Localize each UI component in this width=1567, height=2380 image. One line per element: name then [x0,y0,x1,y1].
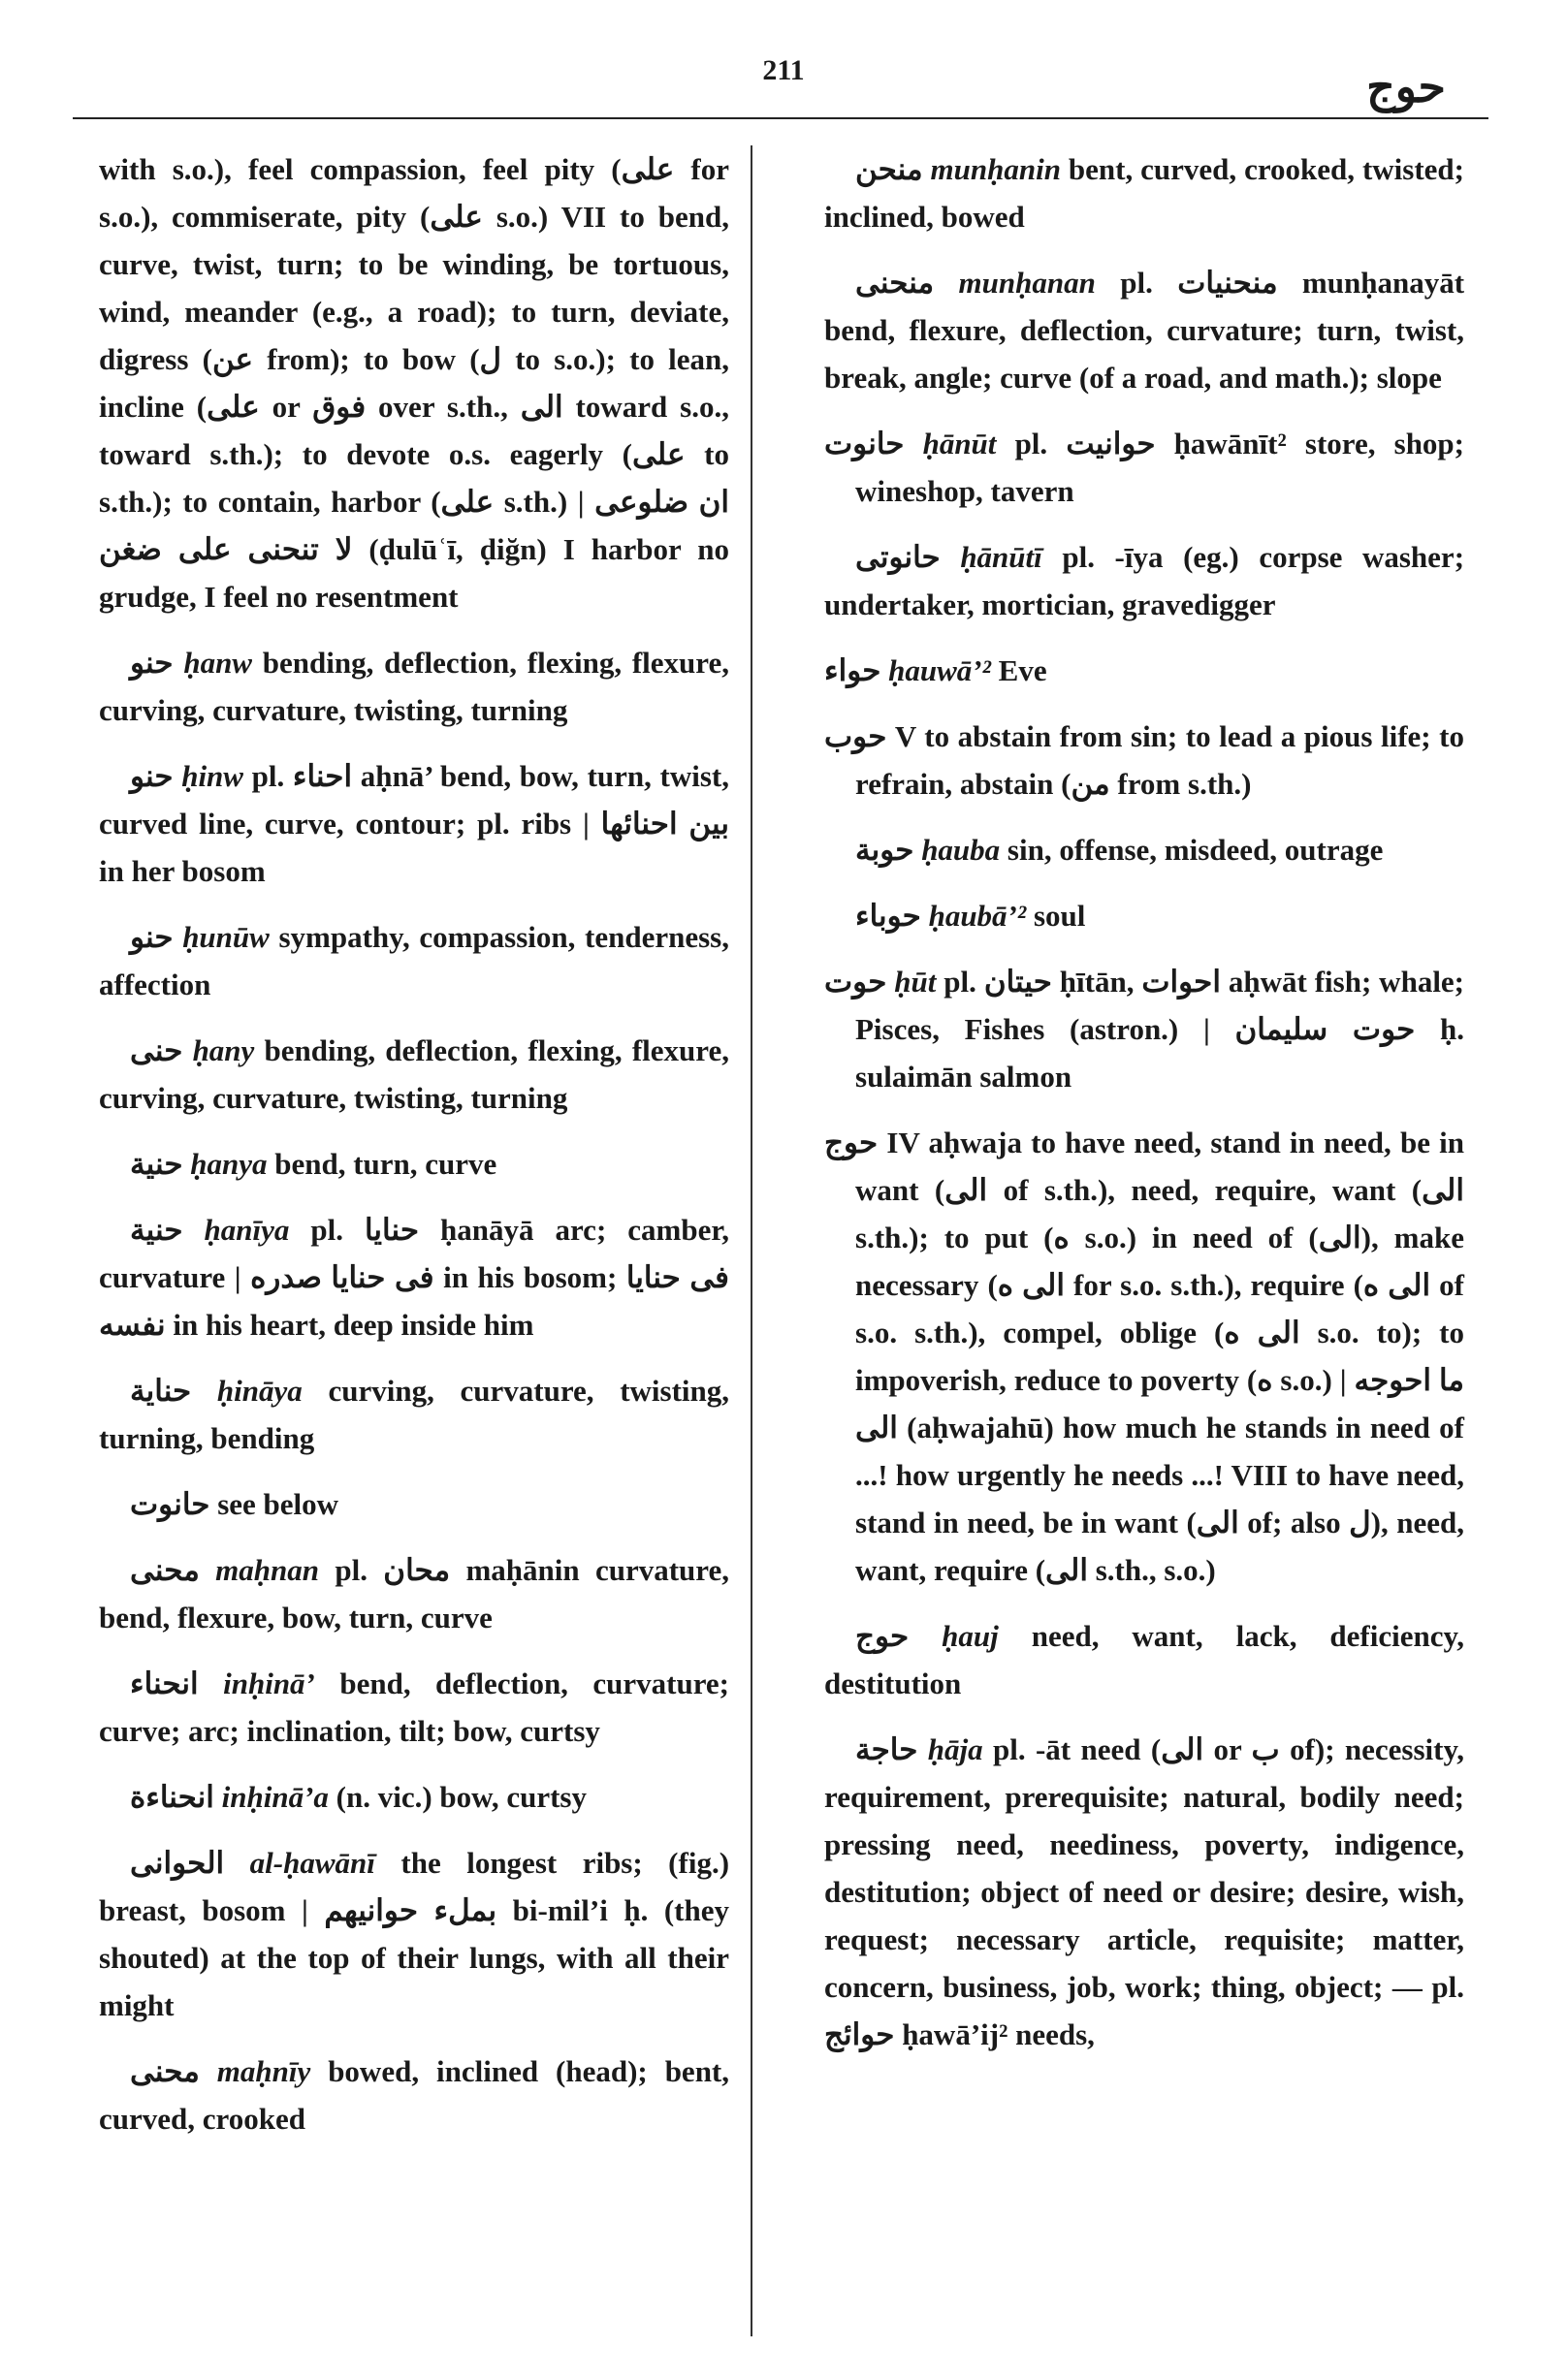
entry-lemma: حوباء [855,899,921,933]
entry-definition: pl. احناء aḥnā’ bend, bow, turn, twist, curved line, curve, contour; pl. ribs | بين احنائها in her bosom [99,759,730,888]
dictionary-entry [824,533,1464,628]
entry-lemma: حواء [824,653,881,687]
entry-definition: bend, turn, curve [274,1147,497,1181]
entry-definition: pl. حيتان ḥītān, احوات aḥwāt fish; whale; Pisces, Fishes (astron.) | حوت سليمان ḥ. sulaimān salmon [855,965,1465,1094]
entry-definition: bending, deflection, flexing, flexure, curving, curvature, twisting, turning [99,1033,730,1115]
dictionary-entry [824,259,1464,401]
dictionary-entry [824,1726,1464,2058]
root-entry [824,1119,1464,1594]
entry-definition: IV aḥwaja to have need, stand in need, be in want (الى of s.th.), need, require, want (الى s.th.); to put (ه s.o.) in need of (الى), make necessary (الى ه for s.o. s.th.), require (الى ه of s.o. s.th.), compel, oblige (الى ه s.o. to); to impoverish, reduce to poverty (ه s.o.) | ما احوجه الى (aḥwajahū) how much he stands in need of ...! how urgently he needs ...! VIII to have need, stand in need, be in want (الى of; also ل), need, want, require (الى s.th., s.o.) [855,1126,1465,1587]
dictionary-entry [99,1480,729,1528]
entry-definition: with s.o.), feel compassion, feel pity (على for s.o.), commiserate, pity (على s.o.) VII to bend, curve, twist, turn; to be winding, be tortuous, wind, meander (e.g., a road); to turn, deviate, digress (عن from); to bow (ل to s.o.); to lean, incline (على or فوق over s.th., الى toward s.o., toward s.th.); to devote o.s. eagerly (على to s.th.); to contain, harbor (على s.th.) | ان ضلوعى لا تنحنى على ضغن (ḍulūʿī, ḍiğn) I harbor no grudge, I feel no resentment [99,152,730,614]
entry-lemma: حانوتى [855,540,941,574]
entry-transliteration: inḥinā’a [221,1780,329,1814]
entry-transliteration: ḥaubā’² [928,899,1027,933]
entry-definition: the longest ribs; (fig.) breast, bosom | بملء حوانيهم bi-mil’i ḥ. (they shouted) at the top of their lungs, with all their might [99,1846,730,2022]
root-entry [824,647,1464,694]
header-rule [73,117,1488,119]
entry-definition: soul [1033,899,1086,933]
root-entry [824,958,1464,1100]
root-entry [824,713,1464,808]
entry-transliteration: ḥauj [942,1619,999,1653]
entry-lemma: حانوت [824,427,905,460]
entry-definition: bowed, inclined (head); bent, curved, crooked [99,2054,730,2136]
dictionary-entry [99,1839,729,2029]
dictionary-entry [99,1773,729,1821]
dictionary-entry [99,1367,729,1462]
entry-lemma: انحناءة [130,1780,214,1814]
entry-transliteration: maḥnan [215,1553,319,1587]
dictionary-entry [99,1546,729,1641]
entry-transliteration: ḥūt [894,965,937,999]
entry-lemma: حوب [824,719,887,753]
entry-definition: V to abstain from sin; to lead a pious life; to refrain, abstain (من from s.th.) [855,719,1464,801]
dictionary-entry [824,826,1464,873]
entry-definition: curving, curvature, twisting, turning, bending [99,1374,730,1455]
entry-continuation [99,145,729,620]
column-divider [751,145,752,2336]
entry-transliteration: munḥanin [930,152,1061,186]
entry-transliteration: maḥnīy [216,2054,311,2088]
entry-definition: need, want, lack, deficiency, destitution [824,1619,1464,1700]
entry-definition: sympathy, compassion, tenderness, affection [99,920,729,1001]
entry-definition: pl. محان maḥānin curvature, bend, flexure, bow, turn, curve [99,1553,729,1634]
entry-lemma: حوج [855,1619,910,1653]
entry-transliteration: inḥinā’ [223,1666,315,1700]
entry-transliteration: ḥānūtī [960,540,1042,574]
entry-lemma: حوبة [855,833,914,867]
page-number: 211 [762,54,805,86]
dictionary-entry [99,639,729,734]
entry-definition: pl. حوانيت ḥawānīt² store, shop; wineshop, tavern [855,427,1465,508]
root-entry [824,420,1464,515]
entry-transliteration: ḥināya [216,1374,303,1408]
entry-definition: (n. vic.) bow, curtsy [336,1780,587,1814]
entry-lemma: حنو [130,646,174,680]
entry-lemma: محنى [130,2054,200,2088]
entry-transliteration: ḥanīya [204,1213,290,1247]
entry-definition: sin, offense, misdeed, outrage [1007,833,1384,867]
entry-definition: pl. منحنيات munḥanayāt bend, flexure, deflection, curvature; turn, twist, break, angle; curve (of a road, and math.); slope [824,266,1465,395]
entry-definition: pl. -īya (eg.) corpse washer; undertaker, mortician, gravedigger [824,540,1465,621]
entry-lemma: حنو [130,920,174,954]
entry-lemma: منحن [855,152,923,186]
entry-transliteration: ḥānūt [922,427,997,460]
entry-transliteration: ḥanw [183,646,252,680]
entry-lemma: منحنى [855,266,935,300]
entry-definition: see below [217,1487,339,1521]
entry-definition: Eve [998,653,1047,687]
entry-lemma: حوت [824,965,887,999]
entry-transliteration: al-ḥawānī [249,1846,375,1880]
entry-lemma: حنى [130,1033,183,1067]
entry-definition: bent, curved, crooked, twisted; inclined, bowed [824,152,1464,234]
dictionary-entry [824,892,1464,939]
dictionary-entry [99,1660,729,1755]
entry-transliteration: ḥunūw [182,920,270,954]
right-column [824,145,1464,2077]
entry-transliteration: munḥanan [958,266,1096,300]
entry-lemma: حاجة [855,1732,918,1766]
entry-definition: pl. -āt need (الى or ب of); necessity, requirement, prerequisite; natural, bodily need; pressing need, neediness, poverty, indigence, destitution; object of need or desire; desire, wish, request; necessary article, requisite; matter, concern, business, job, work; thing, object; — pl. حوائج ḥawā’ij² needs, [824,1732,1465,2051]
entry-lemma: الحوانى [130,1846,225,1880]
entry-definition: pl. حنايا ḥanāyā arc; camber, curvature | فى حنايا صدره in his bosom; فى حنايا نفسه in his heart, deep inside him [99,1213,730,1342]
dictionary-entry [99,752,729,895]
entry-definition: bending, deflection, flexing, flexure, curving, curvature, twisting, turning [99,646,730,727]
entry-transliteration: ḥanya [190,1147,268,1181]
entry-transliteration: ḥinw [181,759,243,793]
entry-lemma: حانوت [130,1487,210,1521]
entry-lemma: حوج [824,1126,879,1159]
dictionary-entry [824,1612,1464,1707]
entry-transliteration: ḥany [192,1033,255,1067]
entry-transliteration: ḥāja [927,1732,983,1766]
entry-lemma: حنو [130,759,174,793]
entry-lemma: انحناء [130,1666,199,1700]
entry-transliteration: ḥauba [921,833,1001,867]
dictionary-entry [99,1206,729,1349]
entry-lemma: حنية [130,1147,183,1181]
entry-transliteration: ḥauwā’² [888,653,991,687]
header-root-word: حوج [1366,62,1446,111]
entry-lemma: محنى [130,1553,200,1587]
dictionary-entry [99,2047,729,2142]
left-column [99,145,729,2161]
entry-definition: bend, deflection, curvature; curve; arc; inclination, tilt; bow, curtsy [99,1666,730,1748]
dictionary-entry [99,913,729,1008]
entry-lemma: حنية [130,1213,183,1247]
dictionary-entry [824,145,1464,240]
entry-lemma: حناية [130,1374,192,1408]
dictionary-entry [99,1140,729,1188]
dictionary-entry [99,1027,729,1122]
